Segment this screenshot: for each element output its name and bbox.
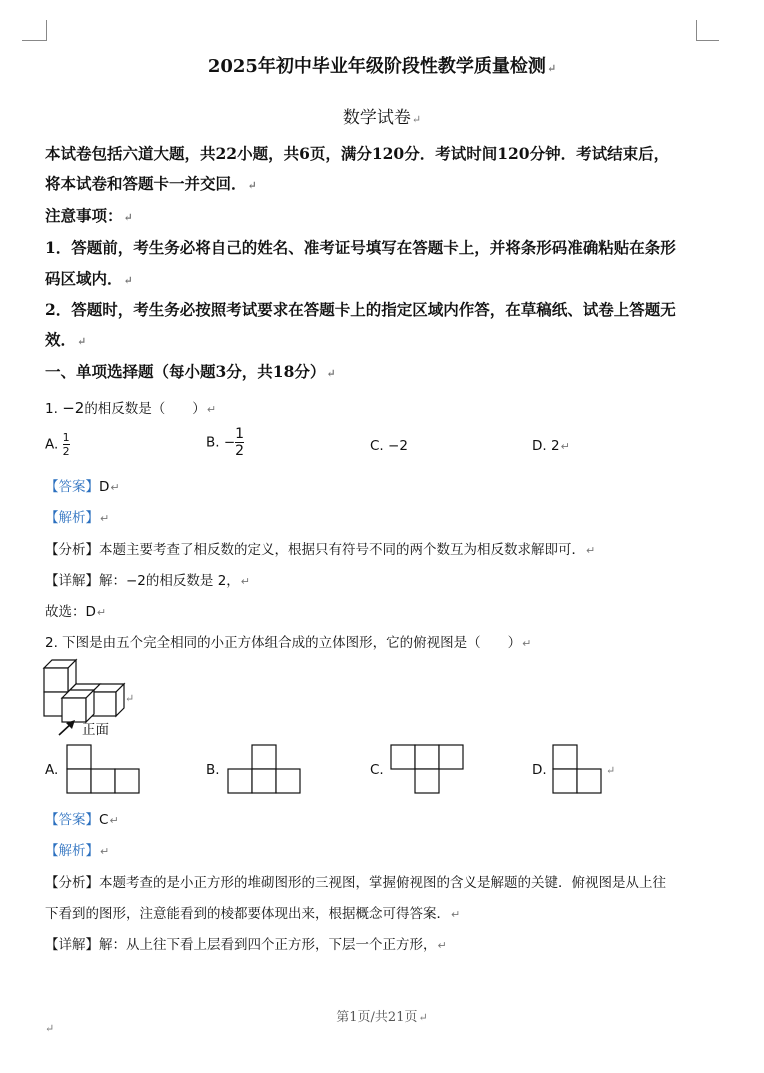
page-number: 第1页/共21页↵	[336, 1010, 428, 1025]
q2-option-a-letter: A.	[45, 762, 59, 778]
q1-xiangjie: 【详解】解：−2的相反数是 2，↵	[45, 573, 250, 589]
q1-value: −2	[62, 399, 85, 417]
crop-mark-top-right	[696, 20, 719, 41]
notice-2-line-1: 2．答题时，考生务必按照考试要求在答题卡上的指定区域内作答，在草稿纸、试卷上答题无	[45, 300, 676, 319]
q1-option-a: A. $\frac{1}{2}$	[45, 431, 70, 458]
q1-jiexi: 【解析】↵	[45, 510, 110, 526]
q2-option-b-letter: B.	[206, 762, 220, 778]
options-mark: ↵	[606, 764, 616, 777]
q2-answer: 【答案】C↵	[45, 812, 119, 828]
q2-option-d-figure	[552, 744, 604, 794]
crop-mark-top-left	[22, 20, 47, 41]
q2-option-c-figure	[390, 744, 464, 794]
q2-option-a-figure	[66, 744, 140, 794]
end-mark: ↵	[45, 1022, 55, 1035]
q1-option-c: C. −2	[370, 438, 408, 454]
q2-option-b-figure	[227, 744, 301, 794]
q1-stem: 1. −2的相反数是（ ）↵	[45, 399, 217, 417]
section-title: 一、单项选择题（每小题3分，共18分）↵	[45, 362, 336, 381]
figure-mark: ↵	[125, 692, 135, 705]
q2-option-d-letter: D.	[532, 762, 547, 778]
front-label: 正面	[82, 722, 109, 738]
q2-xiangjie: 【详解】解：从上往下看上层看到四个正方形，下层一个正方形，↵	[45, 937, 447, 953]
q2-jiexi: 【解析】↵	[45, 843, 110, 859]
q1-fenxi: 【分析】本题主要考查了相反数的定义，根据只有符号不同的两个数互为相反数求解即可．↵	[45, 542, 596, 558]
q2-option-c-letter: C.	[370, 762, 384, 778]
notice-2-line-2: 效．↵	[45, 330, 87, 349]
notice-1-line-2: 码区域内．↵	[45, 269, 133, 288]
q2-fenxi-line-2: 下看到的图形，注意能看到的棱都要体现出来，根据概念可得答案．↵	[45, 906, 461, 922]
notice-1-line-1: 1．答题前，考生务必将自己的姓名、准考证号填写在答题卡上，并将条形码准确粘贴在条形	[45, 238, 676, 257]
page-subtitle: 数学试卷↵	[342, 108, 422, 128]
q1-option-d: D. 2↵	[532, 438, 570, 454]
q1-option-b: B. − $\frac{1}{2}$	[206, 426, 245, 459]
q1-choose: 故选：D↵	[45, 604, 107, 620]
arrow-icon	[57, 719, 77, 737]
intro-line-1: 本试卷包括六道大题，共22小题，共6页，满分120分．考试时间120分钟．考试结束后，	[45, 144, 670, 163]
page-title: 2025年初中毕业年级阶段性教学质量检测↵	[207, 56, 557, 77]
q1-answer: 【答案】D↵	[45, 479, 120, 495]
q2-fenxi-line-1: 【分析】本题考查的是小正方形的堆砌图形的三视图，掌握俯视图的含义是解题的关键．俯视图是从上往	[45, 875, 666, 891]
notice-title: 注意事项：↵	[45, 206, 133, 225]
intro-line-2: 将本试卷和答题卡一并交回．↵	[45, 174, 257, 193]
q2-stem: 2. 下图是由五个完全相同的小正方体组合成的立体图形，它的俯视图是（ ）↵	[45, 635, 532, 651]
